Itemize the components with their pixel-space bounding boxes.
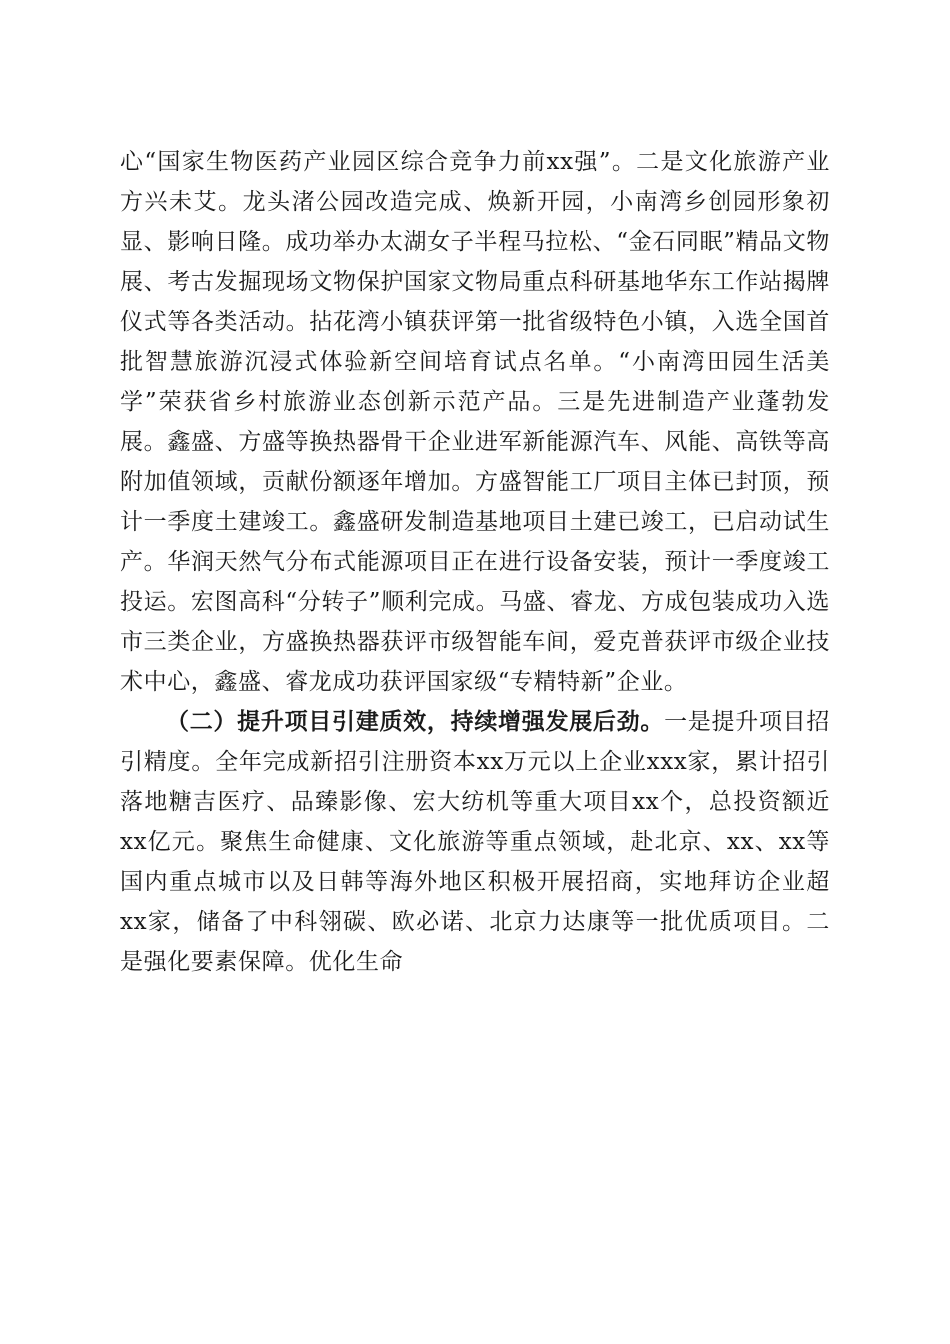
section-body: 一是提升项目招引精度。全年完成新招引注册资本xx万元以上企业xxx家，累计招引落地糖吉医疗、品臻影像、宏大纺机等重大项目xx个，总投资额近xx亿元。聚焦生命健康、文化旅游等重点领域，赴北京、xx、xx等国内重点城市以及日韩等海外地区积极开展招商，实地拜访企业超xx家，储备了中科翎碳、欧必诺、北京力达康等一批优质项目。二是强化要素保障。优化生命 (120, 709, 831, 975)
document-body (120, 142, 830, 982)
paragraph-continuation: 心“国家生物医药产业园区综合竞争力前xx强”。二是文化旅游产业方兴未艾。龙头渚公园改造完成、焕新开园，小南湾乡创园形象初显、影响日隆。成功举办太湖女子半程马拉松、“金石同眠”精品文物展、考古发掘现场文物保护国家文物局重点科研基地华东工作站揭牌仪式等各类活动。拈花湾小镇获评第一批省级特色小镇，入选全国首批智慧旅游沉浸式体验新空间培育试点名单。“小南湾田园生活美学”荣获省乡村旅游业态创新示范产品。三是先进制造产业蓬勃发展。鑫盛、方盛等换热器骨干企业进军新能源汽车、风能、高铁等高附加值领域，贡献份额逐年增加。方盛智能工厂项目主体已封顶，预计一季度土建竣工。鑫盛研发制造基地项目土建已竣工，已启动试生产。华润天然气分布式能源项目正在进行设备安装，预计一季度竣工投运。宏图高科“分转子”顺利完成。马盛、睿龙、方成包装成功入选市三类企业，方盛换热器获评市级智能车间，爱克普获评市级企业技术中心，鑫盛、睿龙成功获评国家级“专精特新”企业。 (120, 149, 830, 695)
paragraph-section-two (120, 702, 830, 982)
section-heading: （二）提升项目引建质效，持续增强发展后劲。 (166, 708, 665, 735)
